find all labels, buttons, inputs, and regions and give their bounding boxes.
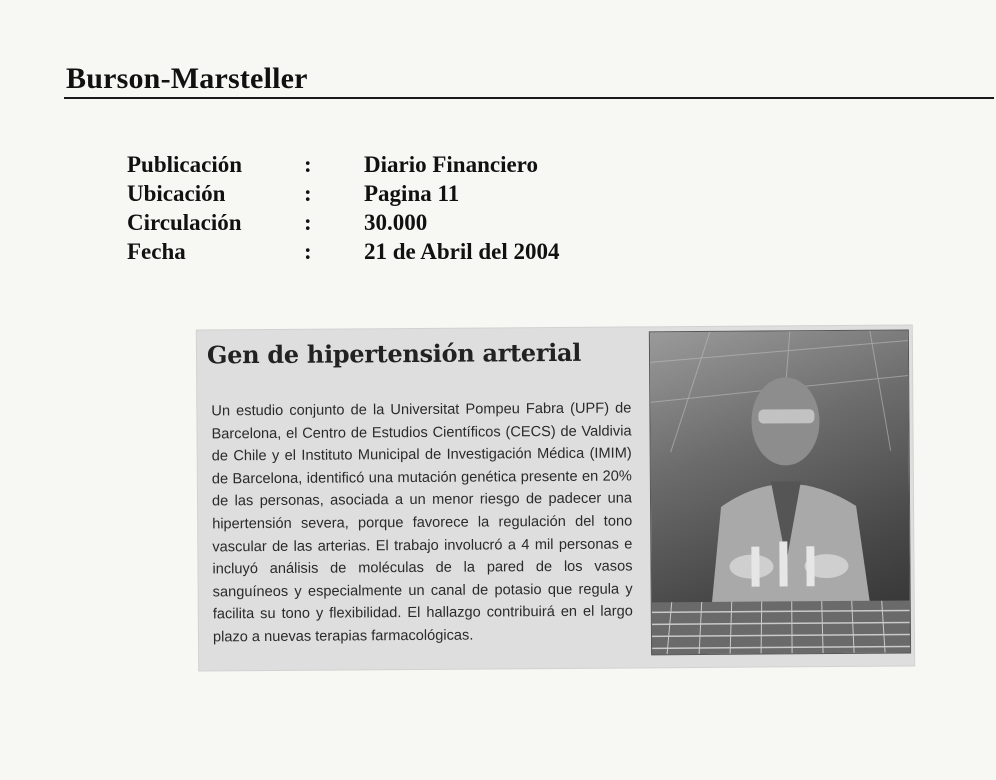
meta-colon: : xyxy=(304,181,312,206)
meta-value: Pagina 11 xyxy=(364,181,460,206)
meta-colon: : xyxy=(304,210,312,235)
meta-label: Ubicación xyxy=(127,181,226,206)
meta-colon: : xyxy=(304,239,312,264)
lab-photo xyxy=(649,330,911,656)
meta-value: Diario Financiero xyxy=(364,152,538,177)
brand-title: Burson-Marsteller xyxy=(66,62,308,95)
clipping-headline: Gen de hipertensión arterial xyxy=(206,337,582,370)
header-rule xyxy=(64,97,994,99)
clipping-body: Un estudio conjunto de la Universitat Pompeu Fabra (UPF) de Barcelona, el Centro de Estudios Científicos (CECS) de Valdivia de Chile y el Instituto Municipal de Investigación Médica (IMIM) de Barcelona, identificó una mutación genética presente en 20% de las personas, asociada a un menor riesgo de padecer una hipertensión severa, porque favorece la regulación del tono vascular de las arterias. El trabajo involucró a 4 mil personas e incluyó análisis de moléculas de la pared de los vasos sanguíneos y especialmente un canal de potasio que regula y facilita su tono y flexibilidad. El hallazgo contribuirá en el largo plazo a nuevas terapias farmacológicas. xyxy=(211,400,633,646)
meta-label: Fecha xyxy=(127,239,186,264)
meta-label: Publicación xyxy=(127,152,243,177)
newspaper-clipping xyxy=(197,326,914,671)
meta-label: Circulación xyxy=(127,210,242,235)
lab-photo-illustration xyxy=(650,331,910,655)
meta-value: 21 de Abril del 2004 xyxy=(364,239,560,264)
meta-colon: : xyxy=(304,152,312,177)
meta-value: 30.000 xyxy=(364,210,428,235)
